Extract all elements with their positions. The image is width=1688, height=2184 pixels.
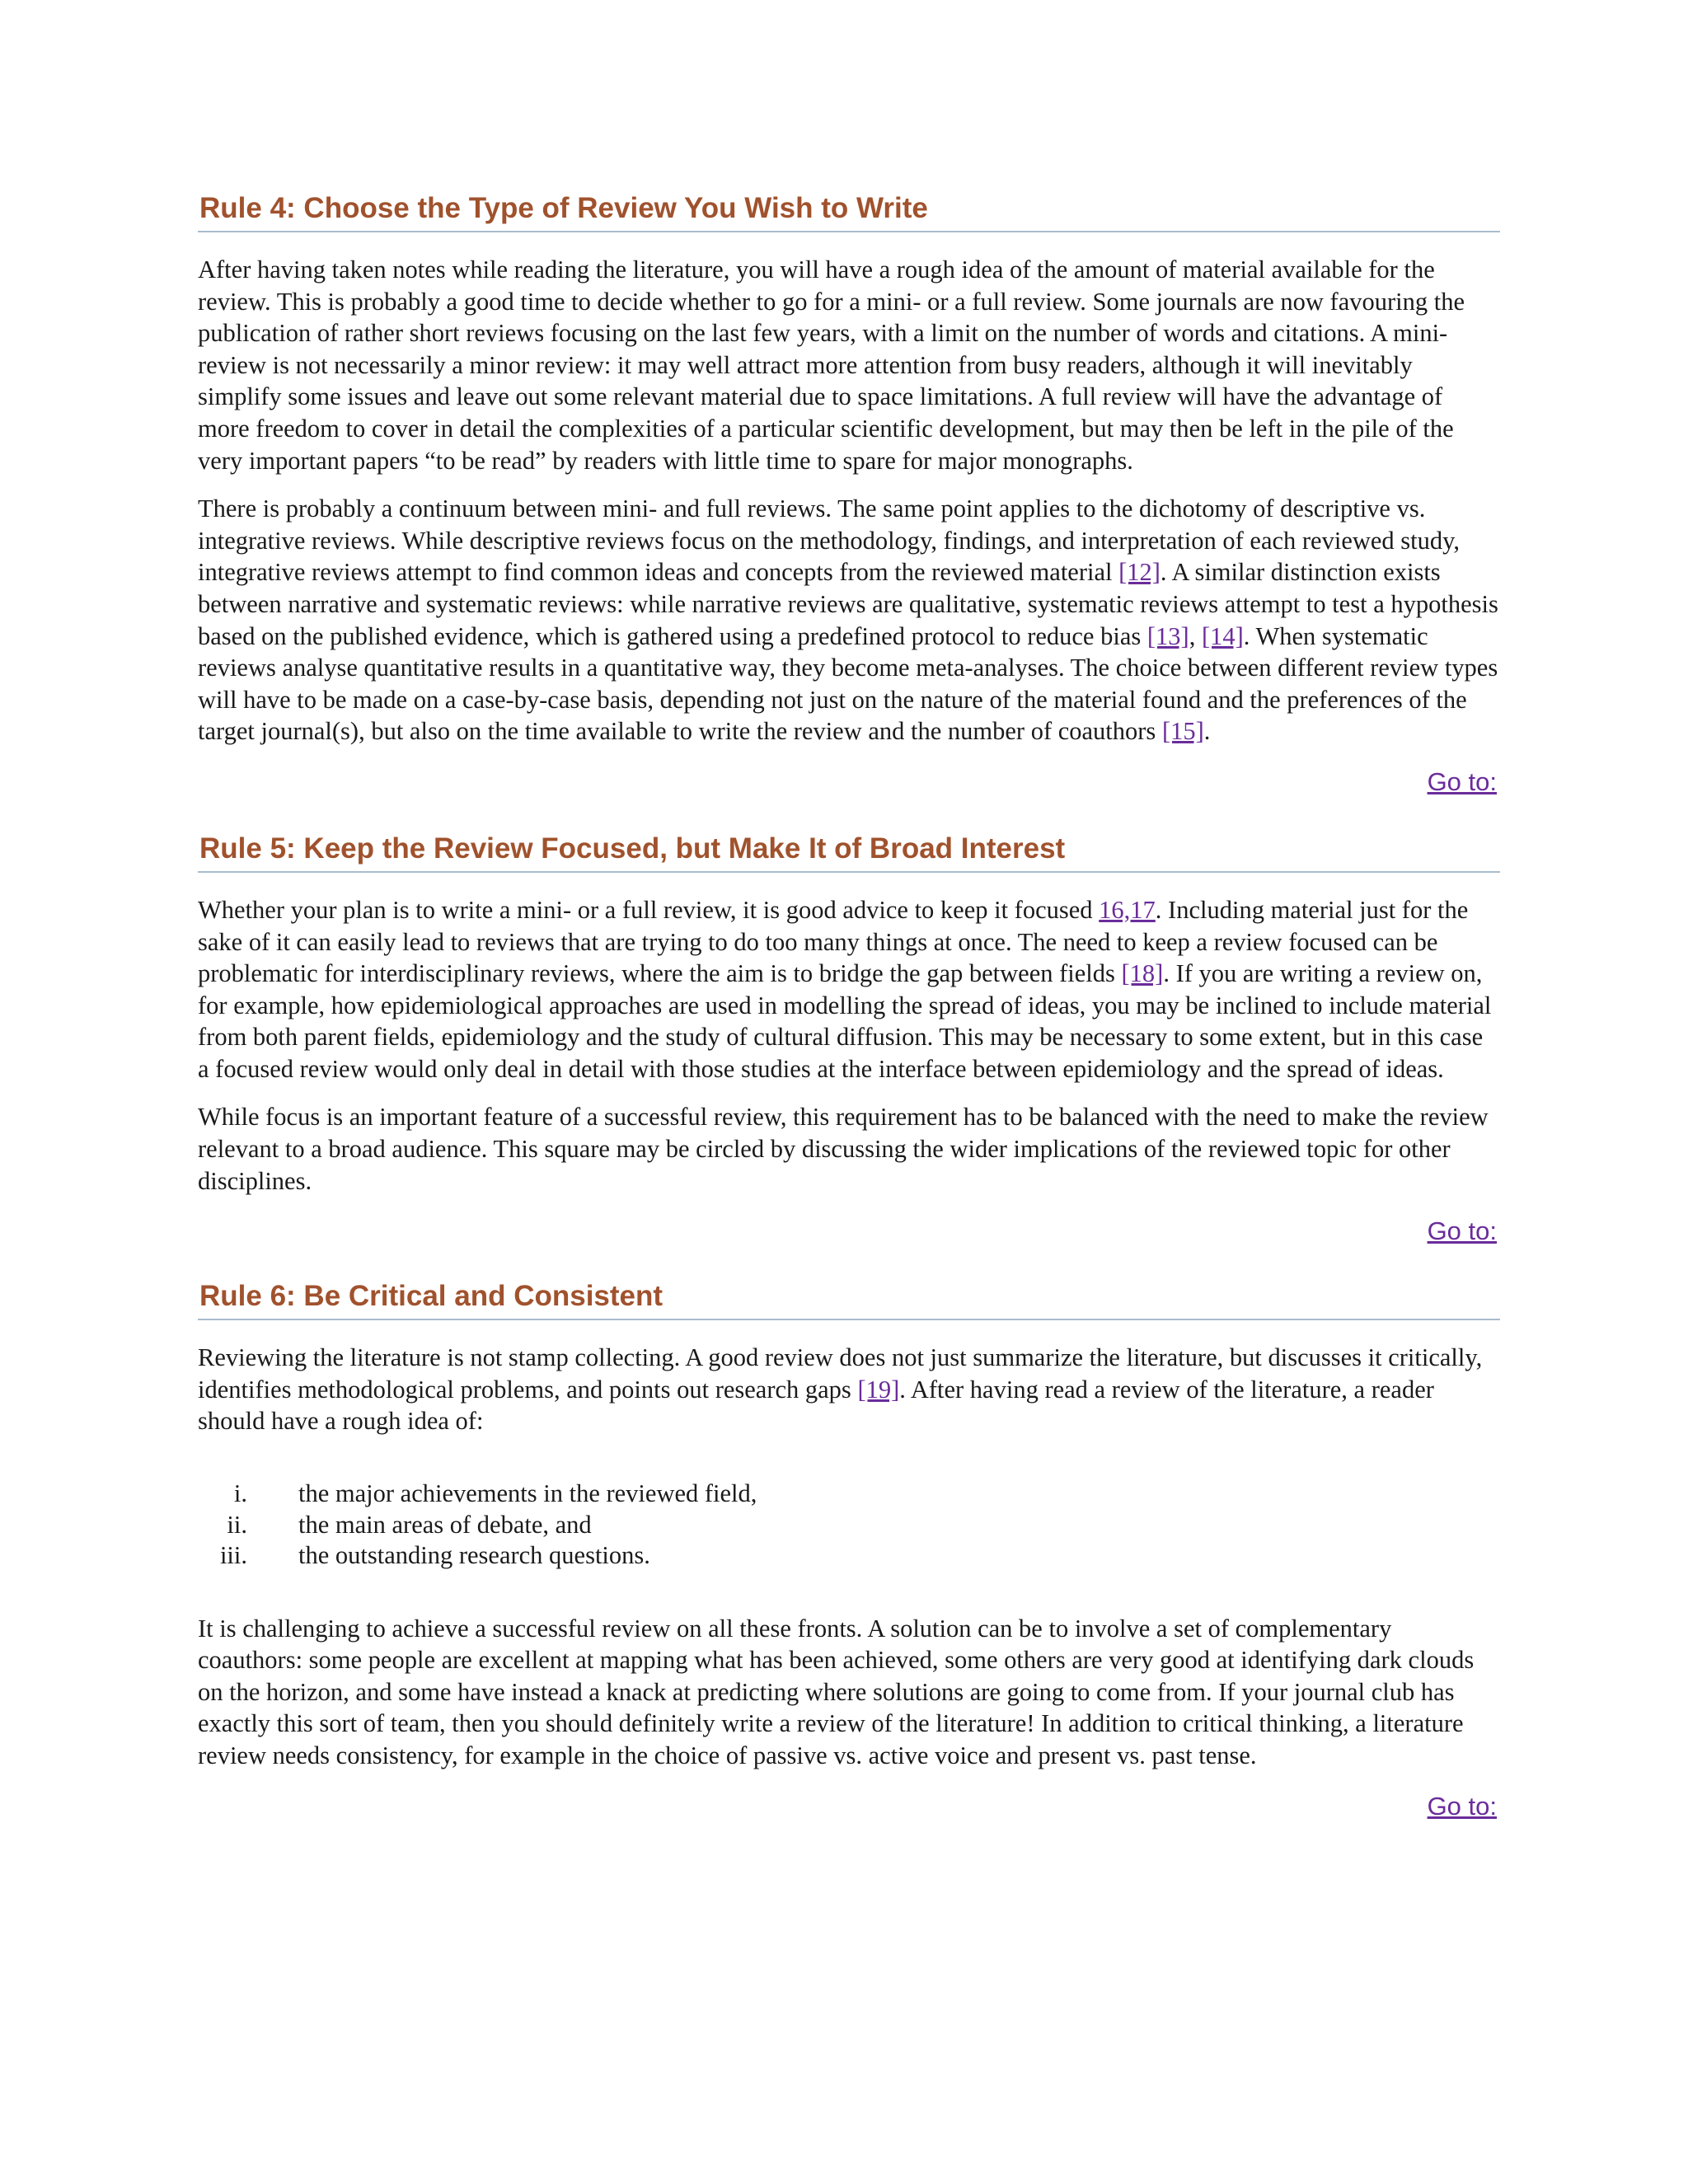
paragraph-text: . A similar distinction exists between narrative and systematic reviews: while narrative reviews are qualitative, systematic reviews attempt to test a hypothesis based on the published evidence, which is gathered using a predefined protocol to reduce bias <box>198 558 1498 650</box>
citation-link[interactable]: [19] <box>857 1375 900 1404</box>
citation-link[interactable]: [13] <box>1146 621 1189 650</box>
goto-container <box>198 767 1500 800</box>
paragraph <box>198 894 1500 1085</box>
list-item <box>198 1540 1500 1572</box>
section-rule-4 <box>198 191 1500 800</box>
section-spacer <box>198 800 1500 832</box>
citation-link[interactable]: [14] <box>1201 621 1244 650</box>
paragraph-text: . After having read a review of the literature, a reader should have a rough idea of: <box>198 1375 1434 1436</box>
paragraph-text: . <box>1203 717 1211 746</box>
paragraph: It is challenging to achieve a successful review on all these fronts. A solution can be to involve a set of complementary coauthors: some people are excellent at mapping what has been achieved, some others are very good at identifying dark clouds on the horizon, and some have instead a knack at predicting where solutions are going to come from. If your journal club has exactly this sort of team, then you should definitely write a review of the literature! In addition to critical thinking, a literature review needs consistency, for example in the choice of passive vs. active voice and present vs. past tense. <box>198 1614 1475 1769</box>
list-item-text: the outstanding research questions. <box>298 1541 650 1570</box>
paragraph-text: . If you are writing a review on, for example, how epidemiological approaches are used in modelling the spread of ideas, you may be inclined to include material from both parent fields, epidemiology and the study of cultural diffusion. This may be necessary to some extent, but in this case a focused review would only deal in detail with those studies at the interface between epidemiology and the spread of ideas. <box>198 959 1492 1083</box>
paragraph <box>198 493 1500 748</box>
section-heading: Rule 5: Keep the Review Focused, but Make It of Broad Interest <box>198 832 1500 873</box>
citation-link[interactable]: [15] <box>1161 717 1204 746</box>
paragraph: While focus is an important feature of a successful review, this requirement has to be balanced with the need to make the review relevant to a broad audience. This square may be circled by discussing the wider implications of the reviewed topic for other disciplines. <box>198 1103 1489 1195</box>
paragraph-text: , <box>1189 621 1202 650</box>
paragraph: After having taken notes while reading the literature, you will have a rough idea of the amount of material available for the review. This is probably a good time to decide whether to go for a mini- or a full review. Some journals are now favouring the publication of rather short reviews focusing on the last few years, with a limit on the number of words and citations. A mini-review is not necessarily a minor review: it may well attract more attention from busy readers, although it will inevitably simplify some issues and leave out some relevant material due to space limitations. A full review will have the advantage of more freedom to cover in detail the complexities of a particular scientific development, but may then be left in the pile of the very important papers “to be read” by readers with little time to spare for major monographs. <box>198 255 1465 475</box>
list-item-number: ii. <box>227 1510 247 1539</box>
list-item-number: i. <box>233 1479 247 1508</box>
paragraph-text: . Including material just for the sake of it can easily lead to reviews that are trying to do too many things at once. The need to keep a review focused can be problematic for interdisciplinary reviews, where the aim is to bridge the gap between fields <box>198 895 1469 988</box>
section-spacer <box>198 1249 1500 1279</box>
list-item-text: the main areas of debate, and <box>298 1510 592 1539</box>
goto-link[interactable]: Go to: <box>1427 1791 1497 1821</box>
article-body <box>198 191 1500 1825</box>
paragraph-text: There is probably a continuum between mini- and full reviews. The same point applies to the dichotomy of descriptive vs. integrative reviews. While descriptive reviews focus on the methodology, findings, and interpretation of each reviewed study, integrative reviews attempt to find common ideas and concepts from the reviewed material <box>198 494 1461 587</box>
list-item-number: iii. <box>219 1541 247 1570</box>
section-rule-6 <box>198 1279 1500 1824</box>
goto-link[interactable]: Go to: <box>1427 766 1497 796</box>
citation-link[interactable]: [12] <box>1118 558 1160 587</box>
paragraph-text: . When systematic reviews analyse quantitative results in a quantitative way, they become meta-analyses. The choice between different review types will have to be made on a case-by-case basis, depending not just on the nature of the material found and the preferences of the target journal(s), but also on the time available to write the review and the number of coauthors <box>198 621 1498 746</box>
section-heading: Rule 4: Choose the Type of Review You Wish to Write <box>198 191 1500 232</box>
goto-container <box>198 1216 1500 1249</box>
paragraph-text: Whether your plan is to write a mini- or a full review, it is good advice to keep it focused <box>198 895 1100 924</box>
section-heading: Rule 6: Be Critical and Consistent <box>198 1279 1500 1320</box>
paragraph-text: Reviewing the literature is not stamp collecting. A good review does not just summarize the literature, but discusses it critically, identifies methodological problems, and points out research gaps <box>198 1343 1483 1404</box>
section-rule-5 <box>198 832 1500 1249</box>
outcomes-list <box>198 1479 1500 1572</box>
paragraph <box>198 1342 1500 1437</box>
list-item-text: the major achievements in the reviewed field, <box>298 1479 757 1508</box>
citation-link[interactable]: 16,17 <box>1099 895 1156 924</box>
list-item <box>198 1510 1500 1541</box>
list-item <box>198 1479 1500 1510</box>
goto-container <box>198 1792 1500 1825</box>
citation-link[interactable]: [18] <box>1121 959 1164 988</box>
goto-link[interactable]: Go to: <box>1427 1216 1497 1246</box>
